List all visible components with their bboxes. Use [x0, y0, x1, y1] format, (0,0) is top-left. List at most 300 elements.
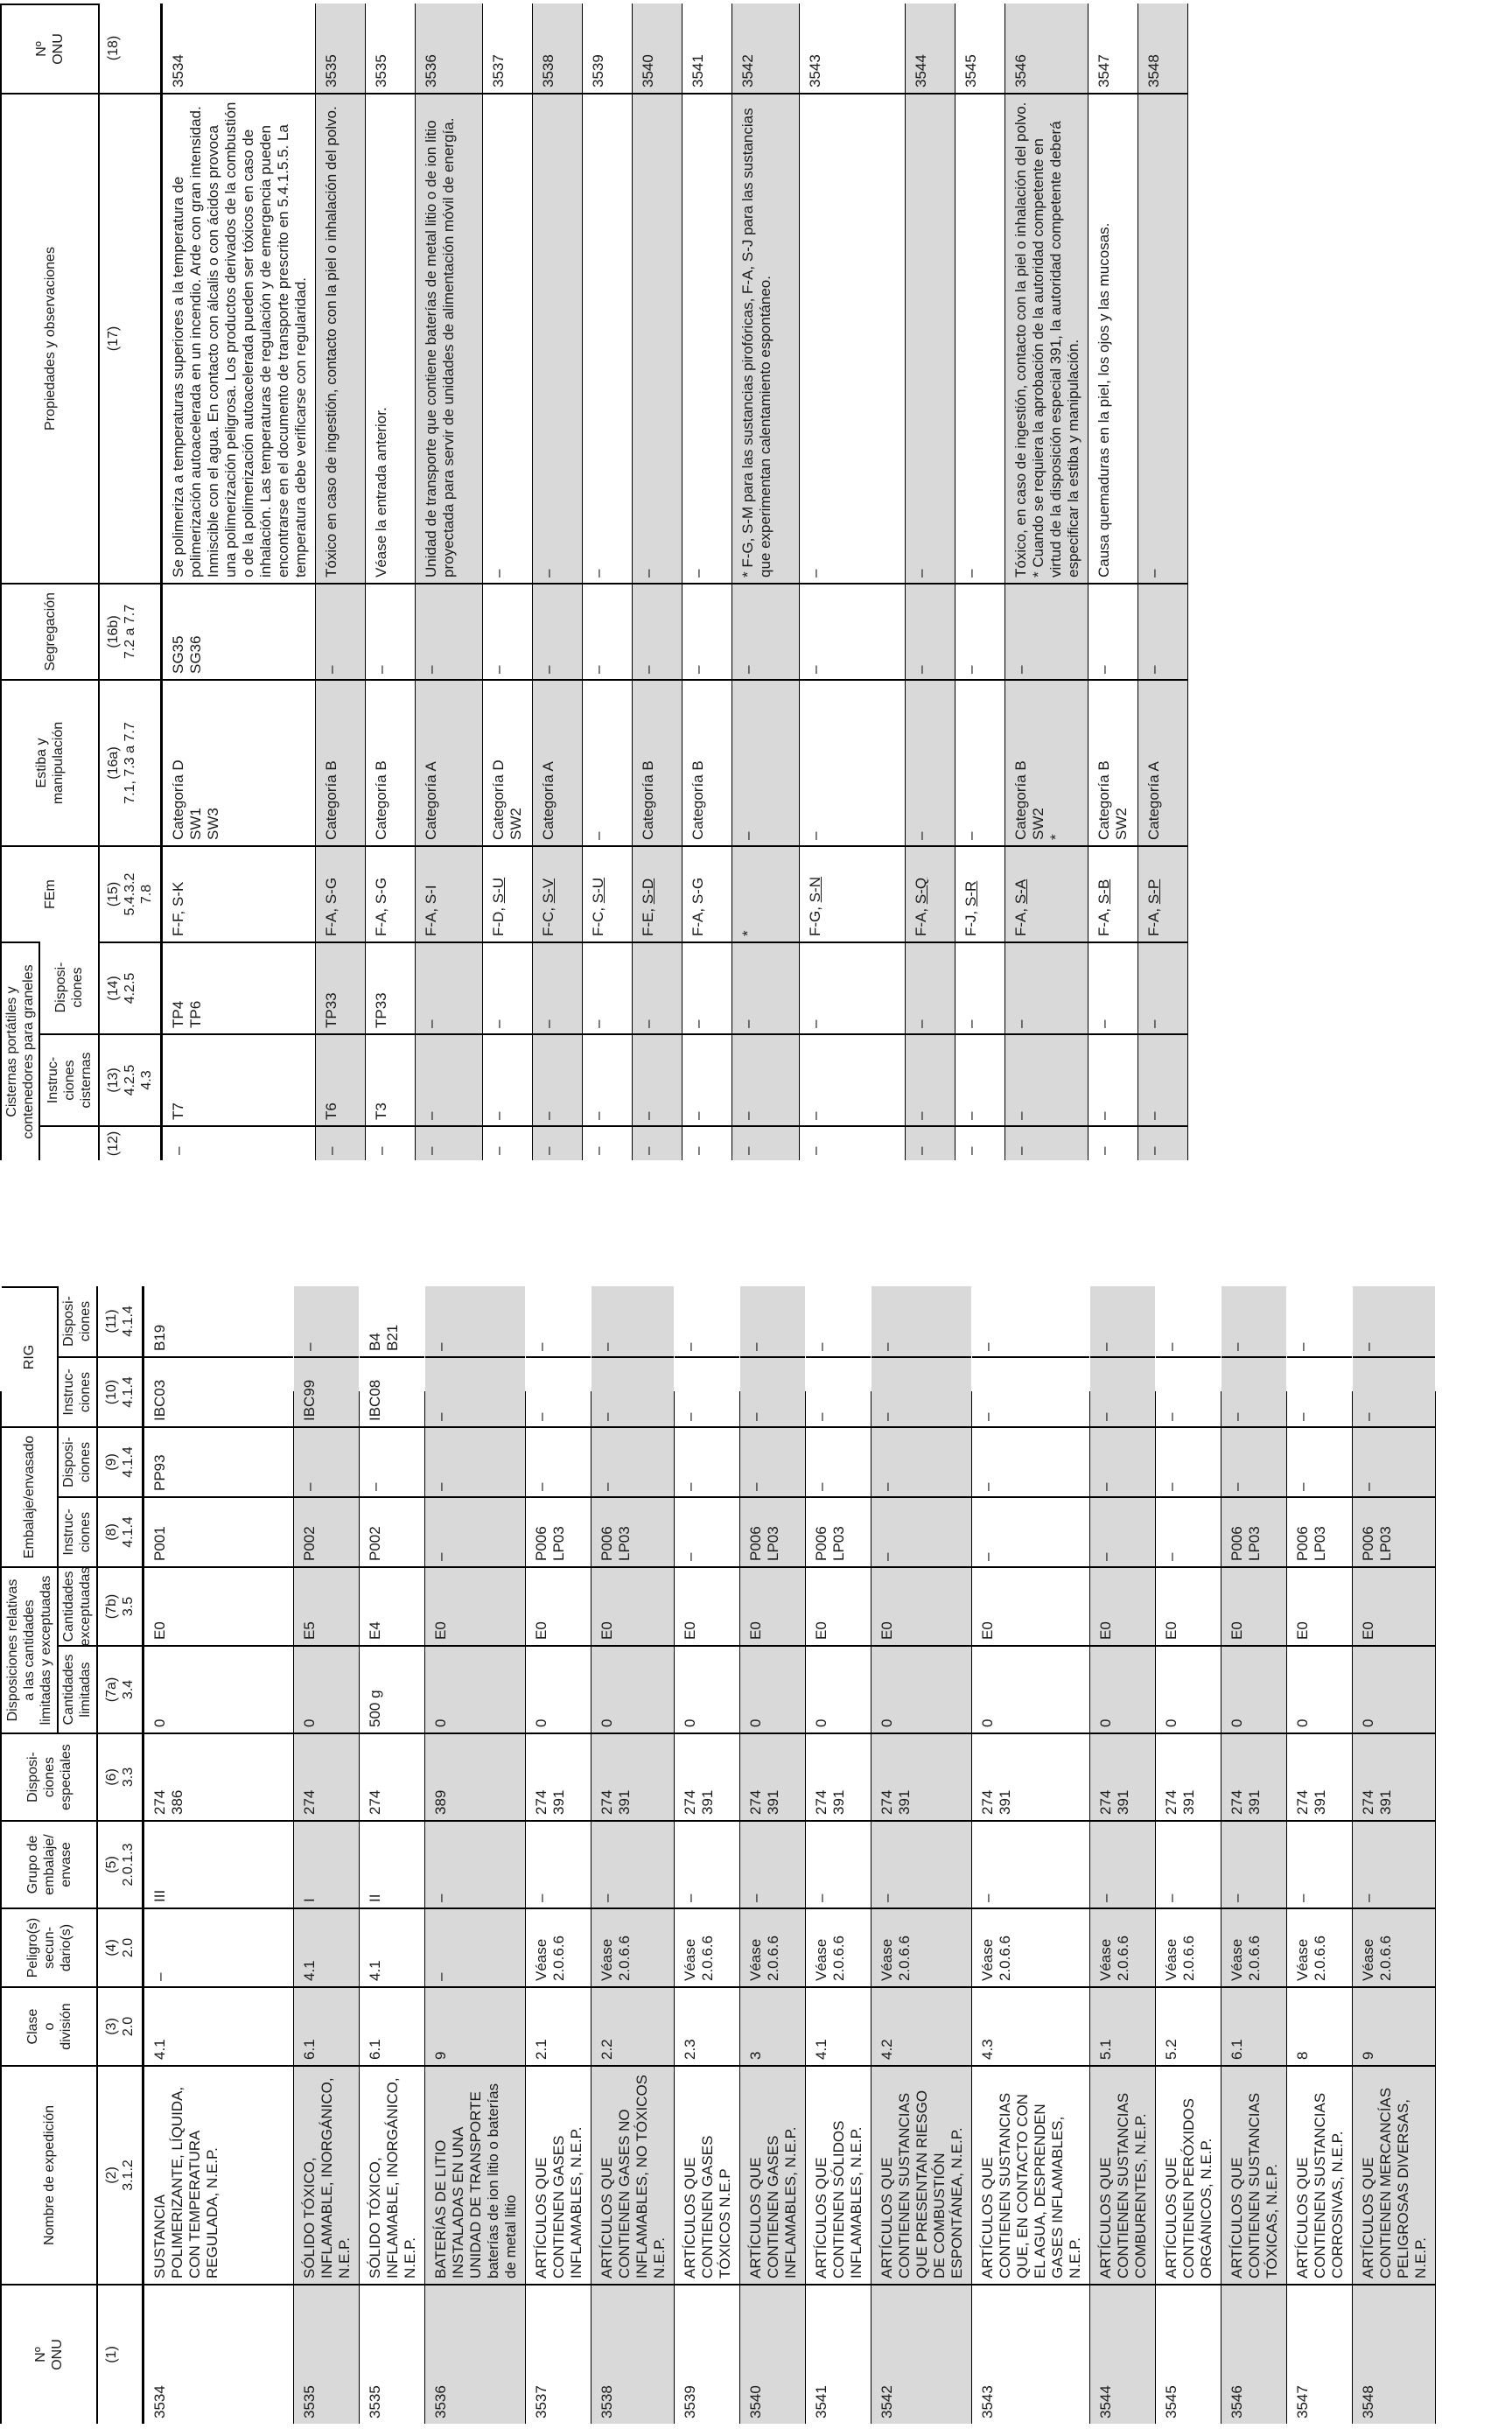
table-cell-un: 3541 [690, 54, 706, 88]
column-number: (14) 4.2.5 [100, 942, 163, 1033]
table-cell-ems: F-A, S-G [682, 845, 732, 942]
table-cell-ems: F-A, S-Q [906, 845, 955, 942]
table-row [1287, 1342, 1353, 2424]
table-cell-name: ARTÍCULOS QUE CONTIENEN SUSTANCIAS CORROSIVAS, N.E.P. [1287, 2065, 1352, 2284]
table-cell-name: ARTÍCULOS QUE CONTIENEN MERCANCÍAS PELIGROSAS DIVERSAS, N.E.P. [1353, 2065, 1435, 2284]
table-cell-ems: F-J, S-R [956, 845, 1004, 942]
table-cell-subsidiary: Véase 2.0.6.6 [1353, 1908, 1435, 1986]
table-cell-ems: F-A, S-B [1088, 845, 1138, 942]
table-cell-segregation: – [416, 583, 482, 679]
table-cell-pack-prov: – [1156, 1426, 1221, 1496]
table-cell-limited: 0 [1222, 1645, 1286, 1732]
table-cell-excepted: E0 [806, 1566, 871, 1645]
column-number: (17) [100, 93, 163, 583]
table-cell-special-provisions: 389 [425, 1732, 525, 1820]
table-cell-limited: 0 [806, 1645, 871, 1732]
table-cell-stowage: Categoría B [682, 679, 732, 845]
table-row [366, 4, 416, 1160]
table-row [592, 1342, 675, 2424]
table-cell-un: 3541 [806, 2284, 871, 2424]
header-un-no: Nº ONU [2, 2284, 98, 2424]
table-cell-pack-instr: – [425, 1496, 525, 1566]
table-cell-excepted: E0 [1287, 1566, 1352, 1645]
table-cell-pack-prov: – [526, 1426, 591, 1496]
table-cell-un: 3548 [1138, 4, 1187, 93]
table-cell-un: 3543 [807, 54, 823, 88]
table-cell-ibc-instr: IBC99 [294, 1356, 359, 1426]
table-cell-pack-instr: P006 LP03 [592, 1496, 674, 1566]
table-cell-col12: – [1138, 1125, 1187, 1160]
table-cell-class: 6.1 [1222, 1986, 1286, 2065]
table-cell-class: 5.1 [1090, 1986, 1155, 2065]
table-cell-special-provisions: 274 391 [675, 1732, 739, 1820]
table-cell-properties: Tóxico en caso de ingestión, contacto con la piel o inhalación del polvo. [316, 93, 365, 583]
table-row [526, 1342, 592, 2424]
table-cell-tank-prov: – [732, 942, 799, 1033]
table-cell-tank-prov: TP33 [366, 942, 415, 1033]
table-cell-class: 4.1 [806, 1986, 871, 2065]
table-cell-subsidiary: Véase 2.0.6.6 [526, 1908, 591, 1986]
table-cell-class: 6.1 [360, 1986, 424, 2065]
table-cell-un: 3536 [416, 4, 482, 93]
table-cell-un: 3543 [972, 2284, 1089, 2424]
table-cell-pack-prov: – [425, 1426, 525, 1496]
table-cell-tank-prov: – [1138, 942, 1187, 1033]
header-properties: Propiedades y observaciones [2, 93, 100, 583]
column-number: (9) 4.1.4 [98, 1426, 144, 1496]
table-cell-special-provisions: 274 391 [592, 1732, 674, 1820]
table-cell-ibc-prov: – [1353, 1286, 1435, 1356]
table-cell-ibc-prov: B4 B21 [367, 1324, 401, 1351]
table-cell-ibc-prov: – [1222, 1286, 1286, 1356]
table-cell-ibc-prov: – [533, 1342, 550, 1351]
table-cell-name: ARTÍCULOS QUE CONTIENEN GASES TÓXICOS N.E.P [675, 2065, 739, 2284]
table-cell-pack-prov: – [294, 1426, 359, 1496]
table-cell-packing-group: – [1353, 1820, 1435, 1908]
table-cell-ibc-prov: – [872, 1286, 971, 1356]
table-cell-properties: – [1138, 93, 1187, 583]
table-cell-segregation: – [583, 583, 632, 679]
table-cell-special-provisions: 274 391 [1222, 1732, 1286, 1820]
table-cell-segregation: – [633, 583, 682, 679]
table-row [800, 4, 906, 1160]
table-cell-tank-instr: – [800, 1033, 905, 1125]
table-cell-special-provisions: 274 386 [144, 1732, 293, 1820]
table-cell-ibc-instr: – [425, 1356, 525, 1426]
table-cell-class: 2.2 [592, 1986, 674, 2065]
header-packing-title: Embalaje/envasado [2, 1426, 59, 1566]
table-cell-segregation: – [533, 583, 582, 679]
table-cell-un: 3535 [294, 2284, 359, 2424]
table-cell-packing-group: – [425, 1820, 525, 1908]
table-cell-properties: Tóxico, en caso de ingestión, contacto con la piel o inhalación del polvo. * Cuando se requiera la aprobación de la autoridad competente en virtud de la disposición especial 391, la autoridad competente deberá especificar la estiba y manipulación. [1005, 93, 1088, 583]
table-cell-segregation: – [1088, 583, 1138, 679]
table-cell-ibc-instr: – [1222, 1356, 1286, 1426]
table-cell-name: BATERÍAS DE LITIO INSTALADAS EN UNA UNIDAD DE TRANSPORTE baterías de ion litio o baterías de metal litio [425, 2065, 525, 2284]
table-cell-properties: – [906, 93, 955, 583]
table-cell-pack-instr: – [972, 1496, 1089, 1566]
table-row [732, 4, 800, 1160]
header-tank-prov: Disposi- ciones [40, 942, 100, 1033]
table-cell-tank-instr: – [906, 1033, 955, 1125]
table-cell-pack-prov: – [740, 1426, 805, 1496]
table-cell-un: 3547 [1096, 54, 1112, 88]
table-row [1138, 4, 1188, 1160]
table-cell-tank-prov: TP4 TP6 [163, 942, 315, 1033]
table-cell-name: ARTÍCULOS QUE CONTIENEN SUSTANCIAS QUE, EN CONTACTO CON EL AGUA, DESPRENDEN GASES INFLAMABLES, N.E.P. [972, 2065, 1089, 2284]
table-cell-un: 3542 [872, 2284, 971, 2424]
table-cell-packing-group: – [1287, 1820, 1352, 1908]
column-number: (1) [98, 2284, 144, 2424]
column-number: (8) 4.1.4 [98, 1496, 144, 1566]
table-cell-name: SÓLIDO TÓXICO, INFLAMABLE, INORGÁNICO, N.E.P. [360, 2065, 424, 2284]
table-cell-ibc-prov: – [1294, 1342, 1311, 1351]
table-cell-un: 3538 [533, 4, 582, 93]
table-cell-pack-instr: P001 [144, 1496, 293, 1566]
table-cell-excepted: E0 [972, 1566, 1089, 1645]
table-row [1090, 1342, 1156, 2424]
table-cell-col12: – [906, 1125, 955, 1160]
table-cell-name: ARTÍCULOS QUE CONTIENEN GASES INFLAMABLES, N.E.P. [740, 2065, 805, 2284]
table-cell-col12: – [163, 1125, 315, 1160]
table-cell-pack-instr: P006 LP03 [526, 1496, 591, 1566]
table-cell-segregation: – [483, 583, 532, 679]
table-cell-segregation: – [1138, 583, 1187, 679]
table-cell-tank-instr: – [956, 1033, 1004, 1125]
table-cell-stowage: Categoría B [366, 679, 415, 845]
table-cell-pack-prov: – [1287, 1426, 1352, 1496]
table-cell-tank-instr: – [1138, 1033, 1187, 1125]
table-cell-name: ARTÍCULOS QUE CONTIENEN SUSTANCIAS QUE PRESENTAN RIESGO DE COMBUSTIÓN ESPONTÁNEA, N.E.P. [872, 2065, 971, 2284]
table-row [633, 4, 682, 1160]
table-cell-un: 3546 [1222, 2284, 1286, 2424]
table-cell-stowage: Categoría B [316, 679, 365, 845]
right-header-row [0, 4, 100, 1160]
table-cell-packing-group: – [972, 1820, 1089, 1908]
table-cell-stowage: – [906, 679, 955, 845]
table-cell-name: SUSTANCIA POLIMERIZANTE, LÍQUIDA, CON TEMPERATURA REGULADA, N.E.P. [144, 2065, 293, 2284]
column-number: (6) 3.3 [98, 1732, 144, 1820]
header-class: Clase o división [2, 1986, 98, 2065]
table-cell-limited: 0 [740, 1645, 805, 1732]
table-cell-segregation: – [1005, 583, 1088, 679]
table-row [583, 4, 633, 1160]
table-row [972, 1342, 1090, 2424]
table-cell-ems: F-A, S-G [316, 845, 365, 942]
table-cell-name: ARTÍCULOS QUE CONTIENEN GASES INFLAMABLES, N.E.P. [526, 2065, 591, 2284]
table-cell-un: 3538 [592, 2284, 674, 2424]
table-cell-pack-prov: – [1353, 1426, 1435, 1496]
table-cell-stowage: Categoría D SW2 [483, 679, 532, 845]
table-cell-ems: F-A, S-A [1005, 845, 1088, 942]
table-cell-special-provisions: 274 [360, 1732, 424, 1820]
table-cell-ems: F-C, S-V [533, 845, 582, 942]
column-number: (12) [100, 1125, 163, 1160]
table-row [533, 4, 583, 1160]
header-limited: Cantidades limitadas [59, 1645, 99, 1732]
table-cell-packing-group: – [526, 1820, 591, 1908]
table-cell-special-provisions: 274 391 [526, 1732, 591, 1820]
table-cell-tank-prov: – [583, 942, 632, 1033]
table-cell-col12: – [682, 1125, 732, 1160]
table-cell-name: ARTÍCULOS QUE CONTIENEN GASES NO INFLAMABLES, NO TÓXICOS N.E.P. [592, 2065, 674, 2284]
table-cell-ibc-instr: – [872, 1356, 971, 1426]
table-cell-col12: – [316, 1125, 365, 1160]
table-cell-stowage: Categoría D SW1 SW3 [163, 679, 315, 845]
table-cell-subsidiary: Véase 2.0.6.6 [1287, 1908, 1352, 1986]
table-cell-subsidiary: Véase 2.0.6.6 [740, 1908, 805, 1986]
header-pack-prov: Disposi- ciones [59, 1426, 99, 1496]
table-cell-subsidiary: Véase 2.0.6.6 [972, 1908, 1089, 1986]
header-excepted: Cantidades exceptuadas [59, 1566, 99, 1645]
table-cell-excepted: E0 [1090, 1566, 1155, 1645]
header-packing-group: Grupo de embalaje/ envase [2, 1820, 98, 1908]
table-cell-name: ARTÍCULOS QUE CONTIENEN PERÓXIDOS ORGÁNICOS, N.E.P. [1156, 2065, 1221, 2284]
table-cell-subsidiary: Véase 2.0.6.6 [872, 1908, 971, 1986]
table-cell-special-provisions: 274 391 [872, 1732, 971, 1820]
table-cell-ibc-prov: – [682, 1342, 698, 1351]
table-cell-pack-prov: – [806, 1426, 871, 1496]
table-cell-un: 3540 [633, 4, 682, 93]
table-cell-ibc-instr: – [1156, 1356, 1221, 1426]
right-table-body [163, 4, 1188, 1160]
table-cell-packing-group: I [294, 1820, 359, 1908]
table-row [740, 1342, 806, 2424]
header-tank-instr: Instruc- ciones cisternas [40, 1033, 100, 1125]
table-cell-segregation: – [800, 583, 905, 679]
column-number: (4) 2.0 [98, 1908, 144, 1986]
table-cell-pack-instr: P002 [360, 1496, 424, 1566]
table-cell-tank-instr: – [483, 1033, 532, 1125]
table-cell-class: 4.2 [872, 1986, 971, 2065]
table-row [1088, 4, 1138, 1160]
table-cell-ibc-instr: – [972, 1356, 1089, 1426]
table-cell-col12: – [800, 1125, 905, 1160]
table-cell-class: 4.1 [144, 1986, 293, 2065]
table-cell-special-provisions: 274 391 [972, 1732, 1089, 1820]
left-table [0, 1296, 1436, 2424]
table-cell-stowage: – [956, 679, 1004, 845]
table-cell-col12: – [633, 1125, 682, 1160]
table-cell-ibc-instr: – [526, 1356, 591, 1426]
table-cell-un: 3537 [490, 54, 507, 88]
table-cell-pack-prov: – [972, 1426, 1089, 1496]
table-cell-un: 3536 [425, 2284, 525, 2424]
column-number: (2) 3.1.2 [98, 2065, 144, 2284]
table-cell-properties: – [583, 93, 632, 583]
table-cell-properties: * F-G, S-M para las sustancias pirofóricas, F-A, S-J para las sustancias que experimentan calentamiento espontáneo. [732, 93, 799, 583]
table-row [483, 4, 533, 1160]
table-row [360, 1324, 425, 2424]
table-cell-limited: 0 [1287, 1645, 1352, 1732]
table-cell-ibc-instr: – [1353, 1356, 1435, 1426]
table-cell-limited: 0 [425, 1645, 525, 1732]
table-cell-properties: – [483, 93, 532, 583]
table-cell-ibc-instr: – [740, 1356, 805, 1426]
table-cell-excepted: E0 [144, 1566, 293, 1645]
table-cell-subsidiary: Véase 2.0.6.6 [592, 1908, 674, 1986]
table-cell-pack-instr: – [1156, 1496, 1221, 1566]
table-row [1005, 4, 1088, 1160]
table-cell-class: 9 [425, 1986, 525, 2065]
column-number: (16b) 7.2 a 7.7 [100, 583, 163, 679]
table-cell-ibc-prov: – [1163, 1342, 1180, 1351]
table-cell-ibc-prov: – [740, 1286, 805, 1356]
table-cell-tank-prov: – [906, 942, 955, 1033]
table-cell-col12: – [1088, 1125, 1138, 1160]
table-cell-packing-group: – [675, 1820, 739, 1908]
header-ibc-instr: Instruc- ciones [59, 1356, 99, 1426]
table-cell-name: ARTÍCULOS QUE CONTIENEN SUSTANCIAS TÓXICAS, N.E.P. [1222, 2065, 1286, 2284]
table-cell-ems: F-A, S-I [416, 845, 482, 942]
table-cell-class: 2.1 [526, 1986, 591, 2065]
header-segregation: Segregación [2, 583, 100, 679]
table-cell-limited: 0 [144, 1645, 293, 1732]
table-cell-tank-prov: – [956, 942, 1004, 1033]
table-cell-segregation: – [732, 583, 799, 679]
table-cell-properties: – [682, 93, 732, 583]
table-cell-limited: 0 [1090, 1645, 1155, 1732]
table-cell-segregation: – [956, 583, 1004, 679]
table-cell-tank-instr: – [1005, 1033, 1088, 1125]
table-cell-excepted: E0 [675, 1566, 739, 1645]
table-cell-ems: F-A, S-P [1138, 845, 1187, 942]
table-cell-pack-prov: – [1222, 1426, 1286, 1496]
table-cell-ems: F-F, S-K [163, 845, 315, 942]
table-cell-col12: – [583, 1125, 632, 1160]
column-number: (10) 4.1.4 [98, 1356, 144, 1426]
table-cell-limited: 0 [1353, 1645, 1435, 1732]
table-cell-ibc-prov: – [813, 1342, 830, 1351]
table-cell-ibc-instr: IBC03 [144, 1356, 293, 1426]
table-cell-excepted: E0 [1353, 1566, 1435, 1645]
table-cell-ibc-instr: – [675, 1356, 739, 1426]
table-cell-subsidiary: Véase 2.0.6.6 [1090, 1908, 1155, 1986]
table-row [425, 1342, 526, 2424]
table-cell-packing-group: II [360, 1820, 424, 1908]
table-cell-un: 3539 [675, 2284, 739, 2424]
table-cell-pack-instr: – [872, 1496, 971, 1566]
header-special-provisions: Disposi- ciones especiales [2, 1732, 98, 1820]
header-ibc-prov: Disposi- ciones [59, 1286, 99, 1356]
table-row [163, 4, 316, 1160]
table-cell-pack-prov: – [1090, 1426, 1155, 1496]
table-cell-packing-group: III [144, 1820, 293, 1908]
header-blank [40, 1125, 100, 1160]
column-number: (7a) 3.4 [98, 1645, 144, 1732]
table-cell-segregation: – [682, 583, 732, 679]
table-cell-un: 3534 [170, 54, 186, 88]
table-cell-un: 3534 [144, 2284, 293, 2424]
column-number: (18) [100, 4, 163, 93]
table-cell-pack-prov: – [675, 1426, 739, 1496]
table-cell-ibc-instr: IBC08 [360, 1356, 424, 1426]
table-row [1156, 1342, 1222, 2424]
table-cell-pack-instr: P006 LP03 [1222, 1496, 1286, 1566]
table-row [416, 4, 483, 1160]
table-row [316, 4, 366, 1160]
table-row [906, 4, 956, 1160]
table-cell-packing-group: – [872, 1820, 971, 1908]
table-row [1222, 1342, 1287, 2424]
table-cell-stowage: – [583, 679, 632, 845]
table-cell-limited: 0 [592, 1645, 674, 1732]
column-number: (3) 2.0 [98, 1986, 144, 2065]
table-cell-tank-prov: – [633, 942, 682, 1033]
header-ibc-title: RIG [2, 1286, 59, 1426]
table-cell-stowage: Categoría A [1138, 679, 1187, 845]
table-cell-stowage: Categoría B SW2 [1088, 679, 1138, 845]
table-cell-tank-prov: TP33 [316, 942, 365, 1033]
table-cell-ibc-instr: – [1090, 1356, 1155, 1426]
table-cell-un: 3545 [1156, 2284, 1221, 2424]
table-cell-un: 3545 [962, 54, 979, 88]
table-cell-col12: – [956, 1125, 1004, 1160]
table-cell-tank-prov: – [800, 942, 905, 1033]
table-cell-class: 2.3 [675, 1986, 739, 2065]
table-cell-tank-prov: – [1005, 942, 1088, 1033]
table-cell-excepted: E0 [592, 1566, 674, 1645]
table-cell-pack-instr: P006 LP03 [1353, 1496, 1435, 1566]
table-cell-pack-instr: P002 [294, 1496, 359, 1566]
table-cell-special-provisions: 274 [294, 1732, 359, 1820]
table-cell-properties: Se polimeriza a temperaturas superiores a la temperatura de polimerización autoacelerada en un incendio. Arde con gran intensidad. Inmiscible con el agua. En contacto con álcalis o con ácidos provoca una polimerización peligrosa. Los productos derivados de la combustión o de la polimerización autoacelerada pueden ser tóxicos en caso de inhalación. Las temperaturas de regulación y de emergencia pueden encontrarse en el documento de transporte prescrito en 5.4.1.5.5. La temperatura debe verificarse con regularidad. [163, 93, 315, 583]
column-number: (15) 5.4.3.2 7.8 [100, 845, 163, 942]
table-cell-packing-group: – [1090, 1820, 1155, 1908]
table-row [956, 4, 1005, 1160]
table-cell-class: 8 [1287, 1986, 1352, 2065]
table-cell-tank-prov: – [416, 942, 482, 1033]
table-row [144, 1324, 294, 2424]
table-row [675, 1342, 740, 2424]
table-cell-properties: – [800, 93, 905, 583]
table-cell-packing-group: – [740, 1820, 805, 1908]
table-cell-tank-instr: – [1088, 1033, 1138, 1125]
table-cell-pack-prov: – [592, 1426, 674, 1496]
table-cell-stowage: – [800, 679, 905, 845]
table-cell-properties: – [533, 93, 582, 583]
table-cell-ems: F-A, S-G [366, 845, 415, 942]
table-cell-tank-instr: T3 [366, 1033, 415, 1125]
left-table-body [144, 1324, 1436, 2424]
table-cell-name: ARTÍCULOS QUE CONTIENEN SUSTANCIAS COMBURENTES, N.E.P. [1090, 2065, 1155, 2284]
table-cell-class: 3 [740, 1986, 805, 2065]
table-cell-col12: – [366, 1125, 415, 1160]
table-cell-tank-instr: – [533, 1033, 582, 1125]
table-cell-ems: F-C, S-U [583, 845, 632, 942]
header-pack-instr: Instruc- ciones [59, 1496, 99, 1566]
table-cell-ems: F-G, S-N [800, 845, 905, 942]
table-cell-excepted: E4 [360, 1566, 424, 1645]
table-cell-excepted: E0 [740, 1566, 805, 1645]
table-cell-excepted: E0 [1156, 1566, 1221, 1645]
table-cell-excepted: E0 [425, 1566, 525, 1645]
table-cell-subsidiary: Véase 2.0.6.6 [806, 1908, 871, 1986]
table-cell-segregation: SG35 SG36 [163, 583, 315, 679]
table-cell-col12: – [533, 1125, 582, 1160]
table-cell-ibc-prov: – [425, 1286, 525, 1356]
table-cell-tank-prov: – [483, 942, 532, 1033]
table-cell-pack-instr: P006 LP03 [740, 1496, 805, 1566]
table-cell-subsidiary: 4.1 [294, 1908, 359, 1986]
table-cell-ibc-prov: – [294, 1286, 359, 1356]
table-cell-ibc-prov: – [1090, 1286, 1155, 1356]
table-cell-special-provisions: 274 391 [1090, 1732, 1155, 1820]
table-cell-ems: F-E, S-D [633, 845, 682, 942]
table-cell-ems: * [732, 845, 799, 942]
header-stowage: Estiba y manipulación [2, 679, 100, 845]
table-cell-name: SÓLIDO TÓXICO, INFLAMABLE, INORGÁNICO, N.E.P. [294, 2065, 359, 2284]
